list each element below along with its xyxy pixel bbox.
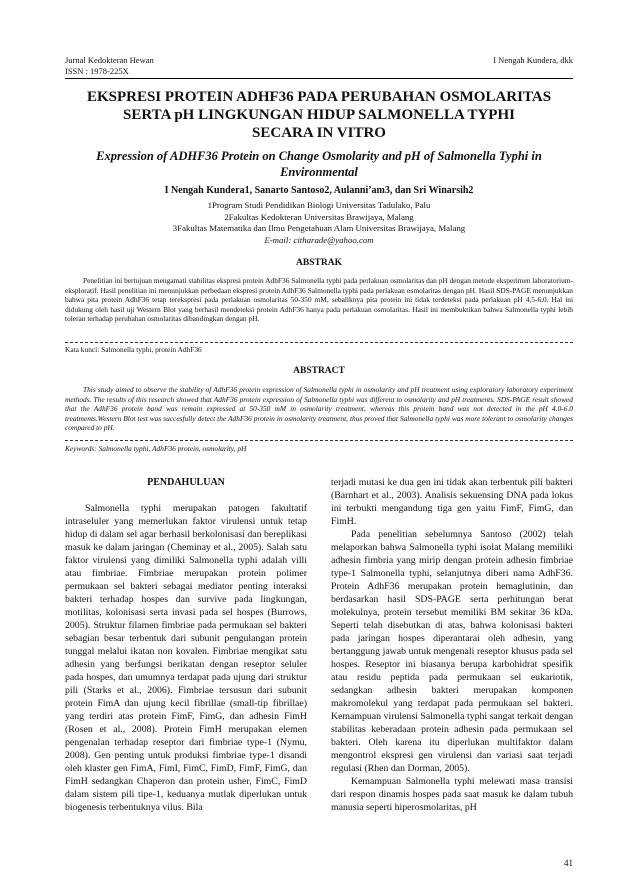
- running-header-authors: I Nengah Kundera, dkk: [493, 55, 573, 65]
- abstract-text: This study aimed to observe the stability of AdhF36 protein expression of Salmonella typhi in osmolarity and pH treatment using exploratory laboratory experiment methods. The results of this research showed that AdhF36 protein expression of Salmonella typhi was different to osmolarity and pH treatments. SDS-PAGE result showed that the AdhF36 protein band was remain expressed at 50-350 mM in osmolarity treatment, whereas this protein band was not detected in the pH 4.0-6.0 treatments.Western Blot test was succesfully detect the AdhF36 protein in osmolarity treatment, thus proved that Salmonella typhi was more tolerant to osmolarity changes compared to pH.: [65, 385, 573, 433]
- paragraph: Pada penelitian sebelumnya Santoso (2002) telah melaporkan bahwa Salmonella typhi isolat Malang memiliki adhesin fimbria yang mirip dengan protein adhesin fimbriae type-1 Salmonella typhi, selanjutnya diberi nama AdhF36. Protein AdhF36 merupakan protein hemaglutinin, dan berdasarkan hasil SDS-PAGE serta perhitungan berat molekulnya, protein tersebut memiliki BM sekitar 36 kDa. Seperti telah disebutkan di atas, bahwa kolonisasi bakteri pada jaringan hospes diperantarai oleh adhesin, yang bertanggung jawab untuk mengenali reseptor khusus pada sel hospes. Reseptor ini biasanya berupa karbohidrat spesifik atau residu peptida pada permukaan sel eukariotik, sedangkan adhesin bakteri merupakan komponen makromolekul yang terdapat pada permukaan sel bakteri. Kemampuan virulensi Salmonella typhi sangat terkait dengan stabilitas keberadaan protein adhesin pada permukaan sel bakteri. Oleh karena itu diperlukan multifaktor dalam mengontrol ekspresi gen virulensi dan variasi saat terjadi regulasi (Rhen dan Dorman, 2005).: [331, 529, 573, 774]
- journal-name: Jurnal Kedokteran Hewan: [65, 55, 154, 65]
- affiliation-line: 2Fakultas Kedokteran Universitas Brawijaya, Malang: [224, 211, 414, 222]
- abstract-heading: ABSTRACT: [293, 366, 345, 376]
- affiliation-line: 1Program Studi Pendidikan Biologi Universitas Tadulako, Palu: [207, 200, 431, 210]
- title-line: SECARA IN VITRO: [252, 125, 386, 141]
- abstract-keywords: Keywords: Salmonella typhi, AdhF36 protein, osmolarity, pH: [65, 444, 247, 453]
- english-title: [80, 148, 558, 180]
- affiliations: [65, 200, 573, 246]
- author-list: I Nengah Kundera1, Sanarto Santoso2, Aulanni’am3, dan Sri Winarsih2: [164, 185, 474, 196]
- title-line: SERTA pH LINGKUNGAN HIDUP SALMONELLA TYPHI: [123, 107, 515, 123]
- email: E-mail: citharade@yahoo.com: [264, 234, 374, 245]
- section-heading: PENDAHULUAN: [147, 477, 225, 488]
- paragraph: Kemampuan Salmonella typhi melewati masa transisi dari respon dinamis hospes pada saat masuk ke dalam tubuh manusia seperti hiperosmolaritas, pH: [331, 776, 573, 813]
- issn: ISSN : 1978-225X: [65, 66, 129, 76]
- subtitle-line: Environmental: [280, 165, 358, 179]
- subtitle-line: Expression of ADHF36 Protein on Change Osmolarity and pH of Salmonella Typhi in: [96, 149, 542, 163]
- abstract-body: [65, 385, 573, 433]
- abstrak-body: [65, 276, 573, 324]
- abstrak-text: Penelitian ini bertujuan mengamati stabilitas ekspresi protein AdhF36 Salmonella typhi pada perlakuan osmolaritas dan pH dengan metode eksperimen laboratorium-eksploratif. Hasil penelitian ini menunjukkan perbedaan ekspresi protein AdhF36 Salmonella typhi pada perlakuan osmolaritas dengan pH. Hasil SDS-PAGE menunjukkan bahwa pita protein AdhF36 tetap terekspresi pada perlakuan osmolaritas 50-350 mM, sebaliknya pita protein ini tidak terdeteksi pada perlakuan pH 4,5-6,0. Hal ini didukung oleh hasil uji Western Blot yang berhasil mendeteksi protein AdhF36 hanya pada perlakuan osmolaritas. Hasil ini membuktikan bahwa Salmonella typhi lebih toleran terhadap perubahan osmolaritas dibandingkan dengan pH.: [65, 276, 573, 324]
- divider: [65, 440, 573, 441]
- affiliation-line: 3Fakultas Matematika dan Ilmu Pengetahuan Alam Universitas Brawijaya, Malang: [172, 223, 466, 233]
- divider: [65, 342, 573, 343]
- paragraph: terjadi mutasi ke dua gen ini tidak akan terbentuk pili bakteri (Barnhart et al., 2003). Analisis sekuensing DNA pada lokus ini terbukti mengandung tiga gen yaitu FimF, FimG, dan FimH.: [331, 477, 573, 527]
- page-number: 41: [564, 858, 573, 868]
- running-header-left: [65, 55, 154, 77]
- right-column: [331, 476, 573, 814]
- title-line: EKSPRESI PROTEIN ADHF36 PADA PERUBAHAN OSMOLARITAS: [86, 89, 552, 105]
- paragraph: Salmonella typhi merupakan patogen fakultatif intraseluler yang memerlukan faktor virulensi untuk tetap hidup di dalam sel agar berhasil berkolonisasi dan bereplikasi masuk ke dalam jaringan (Cheminay et al., 2005). Salah satu faktor virulensi yang dimiliki Salmonella typhi adalah villi atau fimbriae. Fimbriae merupakan protein polimer permukaan sel bakteri sebagai mediator penting interaksi bakteri terhadap hospes dan survive pada lingkungan, motilitas, kolonisasi serta invasi pada sel hospes (Burrows, 2005). Struktur filamen fimbriae pada permukaan sel bakteri sebagian besar terbentuk dari subunit pengulangan protein tunggal melalui ikatan non kovalen. Fimbriae mengikat satu adhesin yang berfungsi berikatan dengan reseptor seluler pada hospes, dan umumnya terdapat pada ujung dari struktur pili (Starks et al., 2006). Fimbriae tersusun dari subunit protein FimA dan ujung kecil fibrillae (small-tip fibrillae) yang terdiri atas protein FimF, FimG, dan adhesin FimH (Rosen et al., 2008). Protein FimH merupakan elemen pengenalan terhadap reseptor dari fimbriae type-1 (Nymu, 2008). Gen penting untuk produksi fimbriae type-1 disandi oleh klaster gen FimA, FimI, FimC, FimD, FimF, FimG, dan FimH sedangkan Chaperon dan protein usher, FimC, FimD dalam sistem pili tipe-1, keduanya mutlak diperlukan untuk biogenesis terbentuknya vilus. Bila: [65, 503, 307, 813]
- paper-title: [65, 88, 573, 142]
- header-rule: [65, 78, 573, 79]
- abstrak-heading: ABSTRAK: [296, 258, 342, 268]
- abstrak-keywords: Kata kunci: Salmonella typhi, protein AdhF36: [65, 345, 202, 354]
- left-column: [65, 476, 307, 814]
